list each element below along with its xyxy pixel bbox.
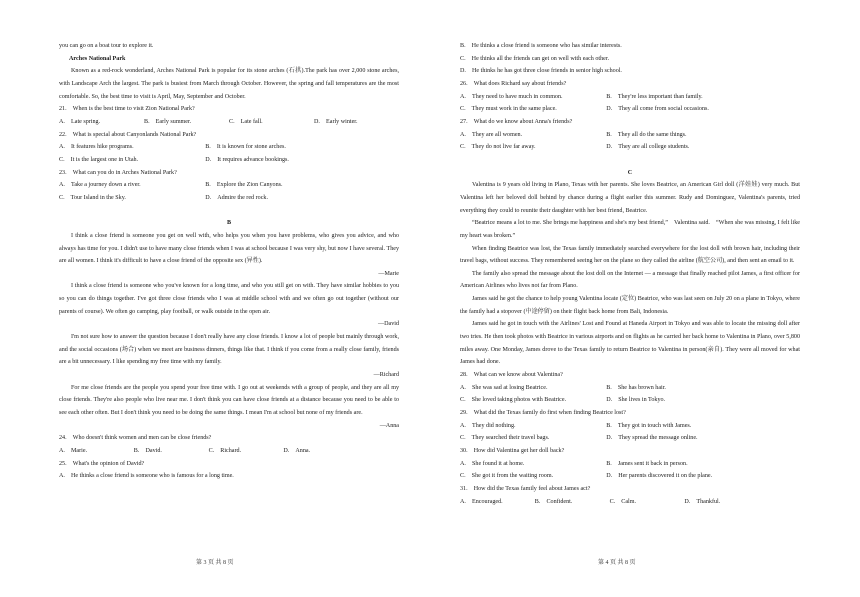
option: B. Early summer.: [144, 118, 192, 125]
option: B. Confident.: [534, 498, 573, 505]
option: D. They are all college students.: [606, 144, 690, 151]
option: C. Late fall.: [229, 118, 263, 125]
option: B. They all do the same things.: [606, 131, 687, 138]
option: D. Thankful.: [684, 498, 721, 505]
option: D. Admire the red rock.: [205, 194, 268, 201]
question-29: 29. What did the Texas family do first when finding Beatrice lost?: [460, 410, 626, 417]
section-spacer: [59, 205, 399, 218]
left-page-footer: 第 3 页 共 8 页: [196, 560, 234, 566]
option: C. They do not live far away.: [460, 144, 536, 151]
question-28-options-row-1: [460, 382, 800, 395]
question-27: 27. What do we know about Anna's friends?: [460, 118, 573, 125]
option: D. It requires advance bookings.: [205, 156, 289, 163]
arches-title: Arches National Park: [69, 55, 126, 62]
question-23-options-row-1: [59, 179, 399, 192]
anna-paragraph: For me close friends are the people you spend your free time with. I go out at weekends with a group of people, and they are all my close friends. They're also people who live near me. I don't think you can have close friends at a distance because you need to be able to see each other often. But I don't think you need to be doing the same things. I mean I'm at school but none of my friends are.: [59, 384, 399, 417]
passage-c-paragraph-4: The family also spread the message about the lost doll on the Internet — a message that finally reached pilot James, a first officer for American Airlines who lives not far from Plano.: [460, 270, 800, 290]
option: C. They searched their travel bags.: [460, 435, 550, 442]
right-page-column: [460, 40, 800, 508]
option: A. They need to have much in common.: [460, 93, 563, 100]
option: C. Tour Island in the Sky.: [59, 194, 126, 201]
option: A. She found it at home.: [460, 460, 525, 467]
option: C. It is the largest one in Utah.: [59, 156, 139, 163]
marie-paragraph: I think a close friend is someone you get on well with, who helps you when you have problems, who gives you advice, and who always has time for you. I didn't use to have many close friends when I was at school because I was very shy, but now I have several. They are all women. I think it's difficult to have a close friend of the opposite sex (异性).: [59, 232, 399, 265]
question-30: 30. How did Valentina get her doll back?: [460, 448, 565, 454]
option: A. Marie.: [59, 448, 88, 454]
option: A. Late spring.: [59, 118, 101, 125]
left-page-column: [59, 40, 399, 483]
option: B. They got in touch with James.: [606, 422, 692, 429]
question-29-options-row-2: [460, 432, 800, 445]
richard-paragraph: I'm not sure how to answer the question because I don't really have any close friends. I know a lot of people but mainly through work, and the social occasions (场合) when we meet are business dinners, things like that. I think if you come from a really close family, friends are a bit unnecessary. I like spending my free time with my family.: [59, 334, 399, 366]
question-28-options-row-2: [460, 394, 800, 407]
question-25-option-a: A. He thinks a close friend is someone who is famous for a long time.: [59, 473, 234, 480]
question-31: 31. How did the Texas family feel about James act?: [460, 485, 591, 492]
option: A. They did nothing.: [460, 422, 516, 429]
question-21: 21. When is the best time to visit Zion National Park?: [59, 106, 195, 113]
passage-c-paragraph-5: James said he got the chance to help young Valentina locate (定位) Beatrice, who was last seen on July 20 on a plane in Tokyo, where the family had a stopover (中途停留) on their flight back home from Bali, Indonesia.: [460, 296, 800, 315]
question-26: 26. What does Richard say about friends?: [460, 80, 567, 87]
question-27-options-row-2: [460, 141, 800, 154]
question-22-options-row-1: [59, 141, 399, 154]
question-29-options-row-1: [460, 420, 800, 433]
right-page-footer: 第 4 页 共 8 页: [598, 560, 636, 566]
option: B. They're less important than family.: [606, 93, 703, 100]
arches-paragraph: Known as a red-rock wonderland, Arches National Park is popular for its stone arches (石拱).The park has over 2,000 stone arches, with Landscape Arch the largest. The park is busiest from March through October. However, the spring and fall temperatures are the most comfortable. So, the best time to visit is April, May, September and October.: [59, 68, 399, 100]
question-30-options-row-2: [460, 470, 800, 483]
question-25: 25. What's the opinion of David?: [59, 460, 145, 467]
option: D. Early winter.: [314, 118, 358, 125]
section-b-heading: B: [226, 220, 232, 227]
anna-signature: —Anna: [379, 422, 399, 429]
question-31-options: [460, 496, 800, 509]
option: B. It is known for stone arches.: [205, 144, 286, 151]
option: D. They all come from social occasions.: [606, 106, 709, 113]
option: C. She got it from the waiting room.: [460, 473, 554, 480]
option: B. Explore the Zion Canyons.: [205, 182, 283, 189]
option: B. She has brown hair.: [606, 384, 666, 391]
option: C. She loved taking photos with Beatrice.: [460, 397, 567, 404]
question-22-options-row-2: [59, 154, 399, 167]
david-paragraph: I think a close friend is someone who you've known for a long time, and who you still get on with. They have similar hobbies to you so you can do things together. I've got three close friends who I was at middle school with and we often go out together (without our parents of course). We often go camping, play football, or walk outside in the open air.: [59, 283, 399, 315]
question-28: 28. What can we know about Valentina?: [460, 372, 563, 379]
marie-signature: —Marie: [378, 270, 399, 277]
question-25-option-d: D. He thinks he has got three close friends in senior high school.: [460, 68, 622, 75]
option: D. She lives in Tokyo.: [606, 397, 666, 404]
question-24-options: [59, 445, 399, 458]
option: A. Take a journey down a river.: [59, 182, 141, 189]
passage-c-paragraph-2: “Beatrice means a lot to me. She brings me happiness and she's my best friend,” Valentina said. “When she was missing, I felt like my heart was broken.”: [460, 220, 800, 239]
question-22: 22. What is special about Canyonlands National Park?: [59, 131, 197, 138]
question-26-options-row-2: [460, 103, 800, 116]
option: D. Anna.: [283, 448, 311, 454]
question-25-option-b: B. He thinks a close friend is someone who has similar interests.: [460, 43, 622, 49]
richard-signature: —Richard: [373, 372, 399, 379]
passage-c-paragraph-1: Valentina is 9 years old living in Plano, Texas with her parents. She loves Beatrice, an American Girl doll (洋娃娃) very much. But Valentina left her beloved doll behind by chance during a flight earlier this summer. Rudy and Dominguez, Valentina's parents, tried everything they could to reunite their daughter with her best friend, Beatrice.: [460, 182, 800, 214]
section-c-heading: C: [627, 169, 633, 176]
question-24: 24. Who doesn't think women and men can be close friends?: [59, 435, 212, 442]
option: B. David.: [133, 448, 162, 454]
question-30-options-row-1: [460, 458, 800, 471]
option: B. James sent it back in person.: [606, 460, 688, 467]
question-27-options-row-1: [460, 129, 800, 142]
question-25-option-c: C. He thinks all the friends can get on well with each other.: [460, 55, 610, 62]
option: C. Calm.: [609, 498, 637, 505]
option: D. Her parents discovered it on the plane.: [606, 473, 713, 480]
passage-c-paragraph-3: When finding Beatrice was lost, the Texas family immediately searched everywhere for the lost doll with brown hair, including their travel bags, without success. They remembered seeing her on the plane so they called the airline (航空公司), and then sent an email to it.: [460, 245, 800, 265]
option: C. They must work in the same place.: [460, 106, 557, 113]
section-spacer: [460, 154, 800, 167]
option: A. Encouraged.: [460, 498, 503, 505]
option: A. It features hike programs.: [59, 144, 134, 151]
intro-line: you can go on a boat tour to explore it.: [59, 43, 154, 49]
option: C. Richard.: [208, 448, 242, 454]
option: A. She was sad at losing Beatrice.: [460, 384, 548, 391]
question-26-options-row-1: [460, 91, 800, 104]
question-23-options-row-2: [59, 192, 399, 205]
david-signature: —David: [378, 321, 399, 328]
question-23: 23. What can you do in Arches National Park?: [59, 169, 177, 176]
option: A. They are all women.: [460, 131, 523, 138]
question-21-options: [59, 116, 399, 129]
passage-c-paragraph-6: James said he got in touch with the Airlines' Lost and Found at Haneda Airport in Tokyo and was able to locate the missing doll after two tries. He then took photos with Beatrice in various airports and on flights as he carried her back home to Valentina in Plano, over 5,800 miles away. One Monday, James drove to the Texas family to return Beatrice to Valentina in person(亲自). They were all moved for what James had done.: [460, 321, 800, 366]
option: D. They spread the message online.: [606, 435, 698, 442]
